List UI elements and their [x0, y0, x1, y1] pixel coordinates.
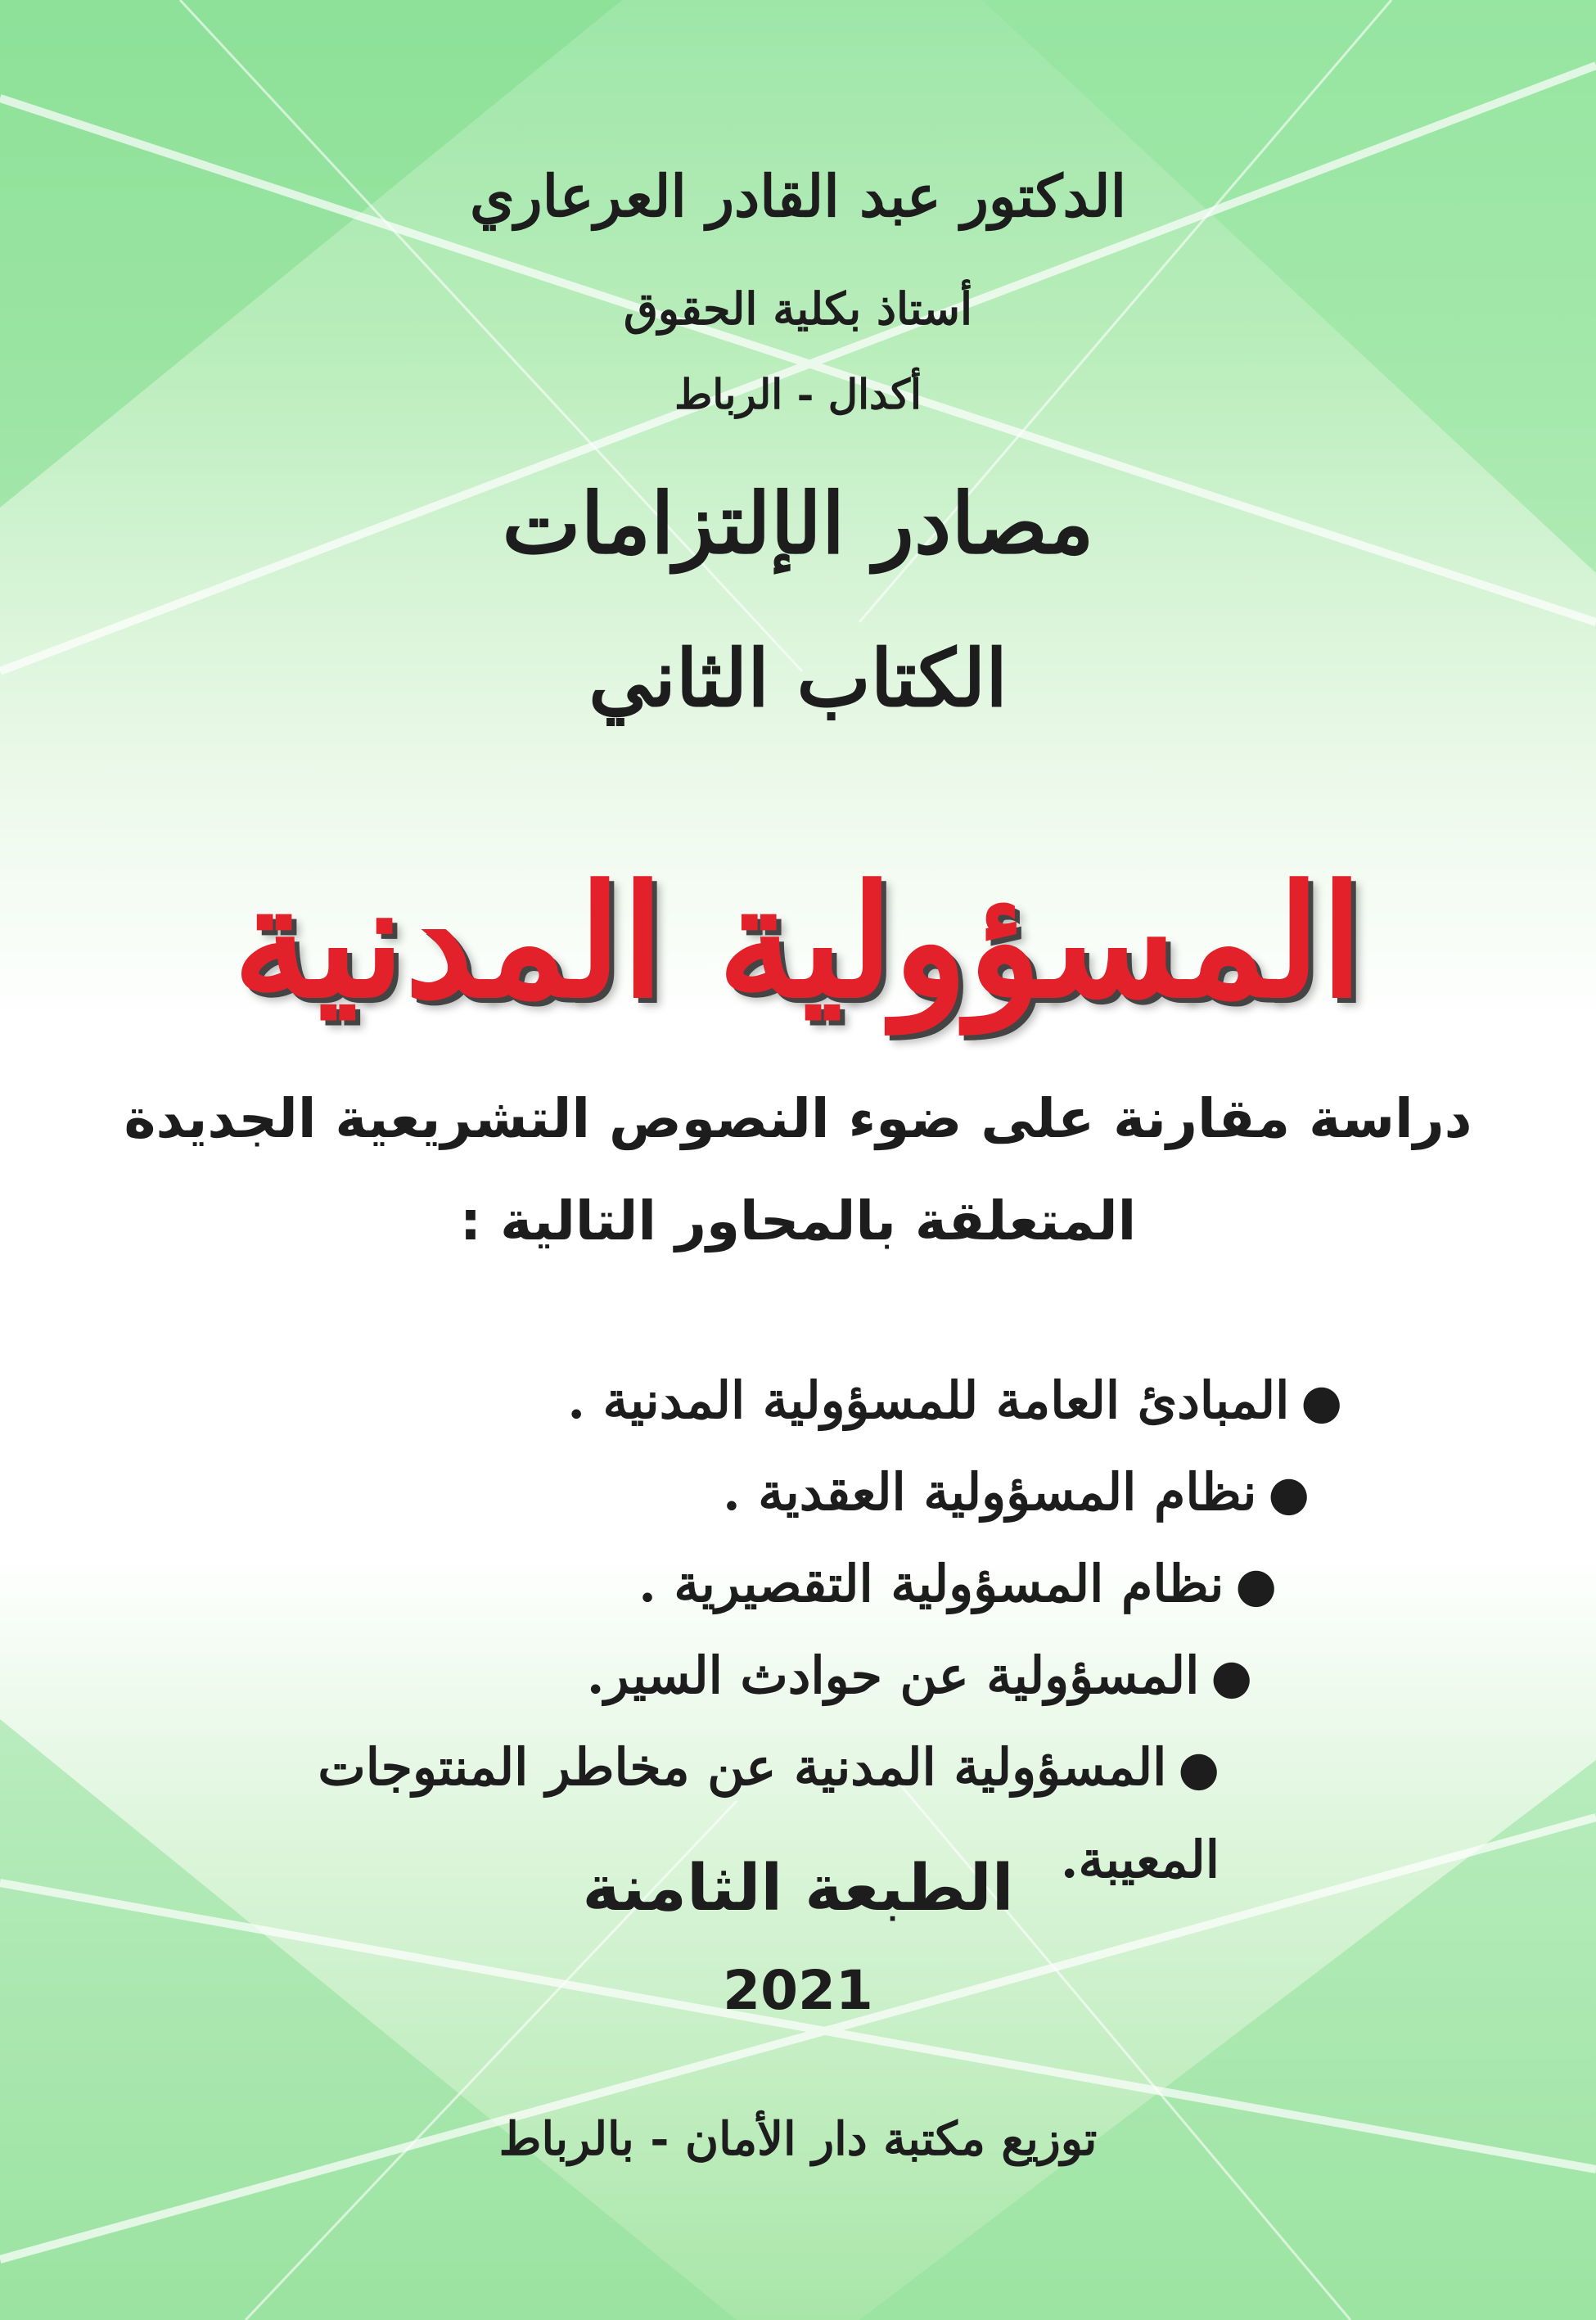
- series-title: مصادر الإلتزامات: [502, 475, 1094, 573]
- bullet-dot-icon: ●: [1235, 1557, 1277, 1613]
- top-left-facet: [0, 0, 622, 508]
- book-part-label: الكتاب الثاني: [588, 632, 1008, 724]
- topic-text: نظام المسؤولية التقصيرية .: [638, 1554, 1224, 1614]
- topic-text: نظام المسؤولية العقدية .: [723, 1462, 1257, 1522]
- publication-year: 2021: [723, 1959, 873, 2022]
- list-item: [246, 1630, 1342, 1722]
- bullet-dot-icon: ●: [1178, 1740, 1220, 1796]
- author-name: الدكتور عبد القادر العرعاري: [469, 162, 1127, 230]
- main-title: المسؤولية المدنية: [232, 851, 1364, 1032]
- subtitle-line-2: المتعلقة بالمحاور التالية :: [459, 1189, 1137, 1253]
- bullet-dot-icon: ●: [1211, 1649, 1252, 1704]
- author-position: أستاذ بكلية الحقوق: [623, 282, 973, 335]
- distribution-note: توزيع مكتبة دار الأمان - بالرباط: [498, 2112, 1098, 2166]
- topic-text: المسؤولية المدنية عن مخاطر المنتوجات المعيبة.: [318, 1737, 1220, 1889]
- list-item: [246, 1355, 1342, 1447]
- topic-text: المسؤولية عن حوادث السير.: [586, 1645, 1200, 1705]
- bullet-dot-icon: ●: [1268, 1465, 1310, 1521]
- list-item: [246, 1447, 1342, 1538]
- edition-label: الطبعة الثامنة: [582, 1852, 1014, 1925]
- subtitle-line-1: دراسة مقارنة على ضوء النصوص التشريعية الجديدة: [124, 1087, 1472, 1150]
- list-item: [246, 1538, 1342, 1630]
- topic-text: المبادئ العامة للمسؤولية المدنية .: [567, 1370, 1290, 1430]
- bullet-dot-icon: ●: [1301, 1374, 1342, 1429]
- author-affiliation: أكدال - الرباط: [674, 370, 922, 418]
